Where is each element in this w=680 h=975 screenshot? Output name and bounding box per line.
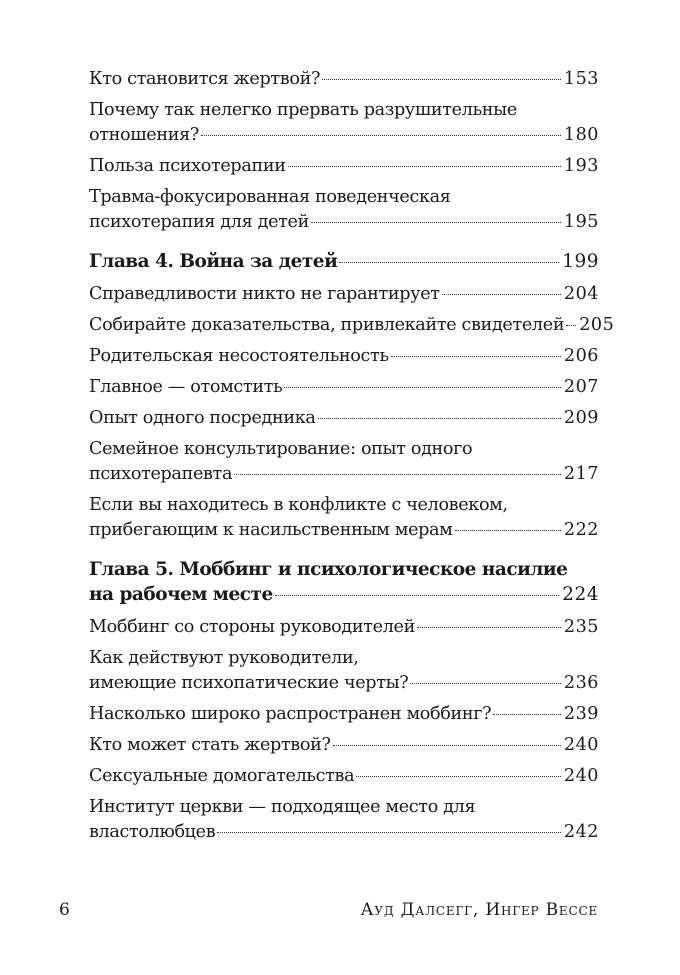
toc-page-number: 236 (563, 673, 599, 693)
toc-entry-title-line: Травма-фокусированная поведенческая (89, 187, 451, 207)
toc-page-number: 235 (563, 617, 599, 637)
toc-entry-row (89, 313, 615, 338)
dot-leader (284, 387, 561, 388)
toc-chapter-entry (89, 249, 599, 274)
dot-leader (318, 418, 561, 419)
toc-page-number: 242 (563, 822, 599, 842)
toc-entry-row (89, 282, 599, 307)
toc-entry (89, 437, 599, 487)
toc-entry (89, 646, 599, 696)
toc-entry-title-line: Институт церкви — подходящее место для (89, 797, 476, 817)
toc-entry-row (89, 671, 599, 696)
toc-entry-title-line: Кто может стать жертвой? (89, 735, 331, 755)
running-footer-authors: Ауд Далсегг, Ингер Вессе (360, 900, 598, 920)
toc-entry-row (89, 702, 599, 727)
toc-entry (89, 67, 599, 92)
toc-entry (89, 98, 599, 148)
toc-entry-row (89, 210, 599, 235)
dot-leader (217, 832, 561, 833)
dot-leader (356, 776, 561, 777)
toc-entry (89, 185, 599, 235)
toc-chapter-entry (89, 557, 599, 607)
toc-entry (89, 313, 615, 338)
toc-entry-title-line: Кто становится жертвой? (89, 69, 321, 89)
toc-entry-row (89, 615, 599, 640)
toc-page-number: 222 (563, 520, 599, 540)
toc-entry-title-line: отношения? (89, 125, 199, 145)
toc-entry-row (89, 733, 599, 758)
toc-entry-row (89, 462, 599, 487)
toc-entry-row (89, 582, 599, 607)
toc-entry-title-line: психотерапия для детей (89, 212, 309, 232)
toc-entry (89, 282, 599, 307)
toc-entry-title-line: Собирайте доказательства, привлекайте свидетелей (89, 315, 565, 335)
toc-entry-row (89, 764, 599, 789)
table-of-contents (89, 67, 615, 851)
toc-entry-title-line: Глава 5. Моббинг и психологическое насилие (89, 559, 568, 580)
toc-page-number: 205 (579, 315, 615, 335)
dot-leader (410, 683, 561, 684)
dot-leader (493, 714, 561, 715)
toc-entry (89, 615, 599, 640)
toc-page-number: 193 (563, 156, 599, 176)
toc-page-number: 239 (563, 704, 599, 724)
toc-entry-title-line: Справедливости никто не гарантирует (89, 284, 440, 304)
toc-entry-title-line: Семейное консультирование: опыт одного (89, 439, 473, 459)
toc-page-number: 153 (563, 69, 599, 89)
dot-leader (201, 135, 561, 136)
toc-entry (89, 154, 599, 179)
toc-entry-row (89, 375, 599, 400)
toc-entry-title-line: прибегающим к насильственным мерам (89, 520, 453, 540)
toc-page-number: 209 (563, 408, 599, 428)
toc-page-number: 224 (562, 584, 599, 605)
toc-entry-title-line: Глава 4. Война за детей (89, 251, 338, 272)
dot-leader (311, 222, 561, 223)
toc-entry-row (89, 123, 599, 148)
toc-entry-row (89, 406, 599, 431)
toc-page-number: 217 (563, 464, 599, 484)
toc-page-number: 206 (563, 346, 599, 366)
toc-entry-title-line: властолюбцев (89, 822, 216, 842)
toc-entry-title-line: Если вы находитесь в конфликте с человеком, (89, 495, 508, 515)
toc-page-number: 199 (562, 251, 599, 272)
toc-entry-title-line: Как действуют руководители, (89, 648, 359, 668)
toc-entry-title-line: на рабочем месте (89, 584, 273, 605)
dot-leader (288, 166, 561, 167)
toc-entry-row (89, 154, 599, 179)
toc-entry-title-line: Моббинг со стороны руководителей (89, 617, 415, 637)
dot-leader (333, 745, 561, 746)
toc-page-number: 195 (563, 212, 599, 232)
toc-entry-title-line: Опыт одного посредника (89, 408, 316, 428)
toc-entry-title-line: Почему так нелегко прервать разрушительные (89, 100, 517, 120)
toc-entry (89, 375, 599, 400)
dot-leader (322, 79, 561, 80)
toc-page-number: 240 (563, 766, 599, 786)
toc-entry (89, 764, 599, 789)
toc-entry-row (89, 344, 599, 369)
dot-leader (417, 627, 561, 628)
toc-entry (89, 702, 599, 727)
dot-leader (275, 595, 559, 596)
toc-entry-title-line: Главное — отомстить (89, 377, 283, 397)
toc-entry-title-line: Родительская несостоятельность (89, 346, 389, 366)
toc-entry (89, 733, 599, 758)
toc-entry-row (89, 249, 599, 274)
toc-entry-title-line: Польза психотерапии (89, 156, 286, 176)
dot-leader (391, 356, 561, 357)
dot-leader (234, 474, 561, 475)
toc-entry (89, 344, 599, 369)
toc-entry-title-line: Сексуальные домогательства (89, 766, 355, 786)
toc-page-number: 240 (563, 735, 599, 755)
page-number: 6 (59, 900, 70, 920)
dot-leader (339, 262, 559, 263)
toc-entry (89, 406, 599, 431)
toc-entry (89, 795, 599, 845)
toc-page-number: 207 (563, 377, 599, 397)
toc-entry-row (89, 820, 599, 845)
dot-leader (566, 325, 576, 326)
toc-entry-row (89, 518, 599, 543)
toc-entry-title-line: имеющие психопатические черты? (89, 673, 409, 693)
toc-entry-title-line: Насколько широко распространен моббинг? (89, 704, 492, 724)
toc-entry-row (89, 67, 599, 92)
toc-entry (89, 493, 599, 543)
toc-page-number: 180 (563, 125, 599, 145)
dot-leader (455, 530, 561, 531)
toc-entry-title-line: психотерапевта (89, 464, 233, 484)
dot-leader (442, 294, 561, 295)
toc-page-number: 204 (563, 284, 599, 304)
